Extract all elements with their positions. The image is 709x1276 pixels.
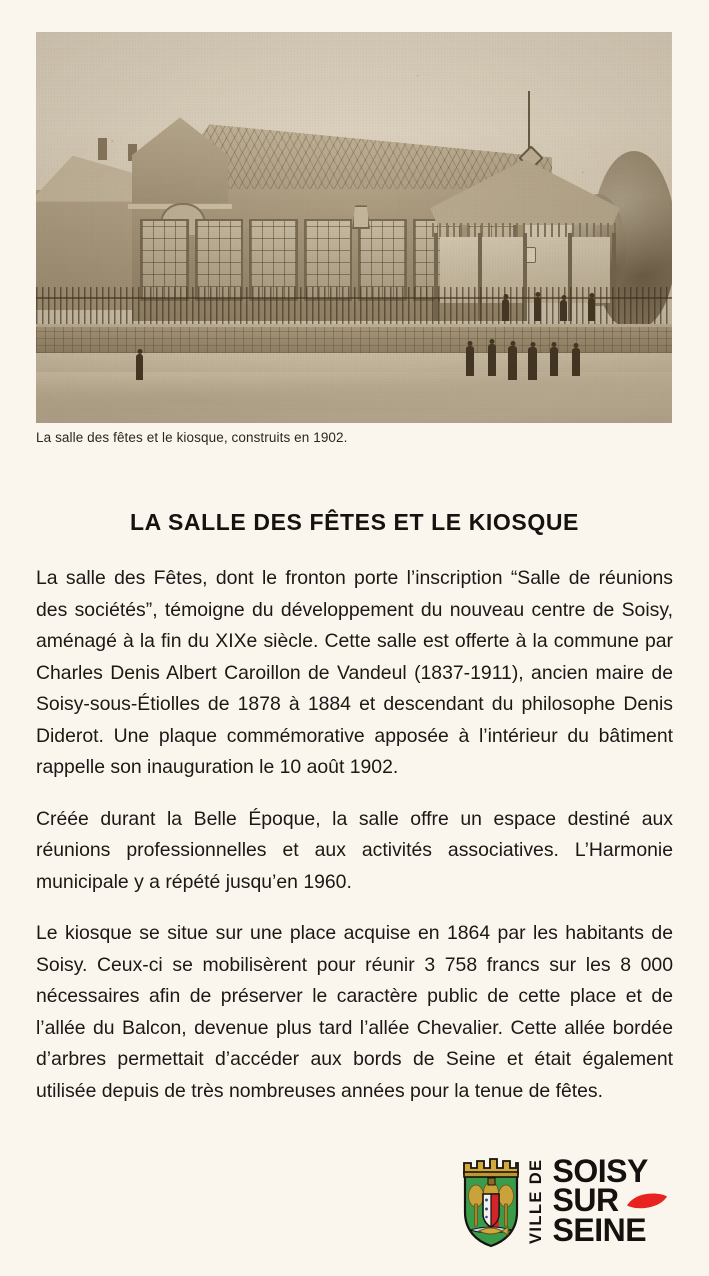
logo-line-1: SOISY xyxy=(552,1152,648,1189)
logo-wordmark xyxy=(552,1152,669,1248)
photo-grain xyxy=(36,32,672,423)
logo-prefix: VILLE DE xyxy=(527,1158,545,1244)
paragraph: Créée durant la Belle Époque, la salle offre un espace destiné aux réunions professionnelles et aux activités associatives. L’Harmonie municipale y a répété jusqu’en 1960. xyxy=(36,807,673,893)
page-title: LA SALLE DES FÊTES ET LE KIOSQUE xyxy=(129,509,579,536)
city-logo xyxy=(462,1152,672,1250)
photo-scene xyxy=(36,32,672,423)
photo-caption: La salle des fêtes et le kiosque, construits en 1902. xyxy=(36,430,348,445)
article-body xyxy=(36,563,673,1107)
logo-line-2: SUR xyxy=(552,1182,619,1219)
coat-of-arms-icon xyxy=(462,1154,520,1248)
paragraph: La salle des Fêtes, dont le fronton porte l’inscription “Salle de réunions des sociétés”, témoigne du développement du nouveau centre de Soisy, aménagé à la fin du XIXe siècle. Cette salle est offerte à la commune par Charles Denis Albert Caroillon de Vandeul (1837-1911), ancien maire de Soisy-sous-Étiolles de 1878 à 1884 et descendant du philosophe Denis Diderot. Une plaque commémorative apposée à l’intérieur du bâtiment rappelle son inauguration le 10 août 1902. xyxy=(36,567,673,778)
logo-line-3: SEINE xyxy=(552,1211,647,1248)
historic-photograph xyxy=(36,32,672,423)
paragraph: Le kiosque se situe sur une place acquise en 1864 par les habitants de Soisy. Ceux-ci se mobilisèrent pour réunir 3 758 francs sur les 8 000 nécessaires afin de préserver le caractère public de cette place et de l’allée du Balcon, devenue plus tard l’allée Chevalier. Cette allée bordée d’arbres permettait d’accéder aux bords de Seine et était également utilisée depuis de très nombreuses années pour la tenue de fêtes. xyxy=(36,922,673,1102)
